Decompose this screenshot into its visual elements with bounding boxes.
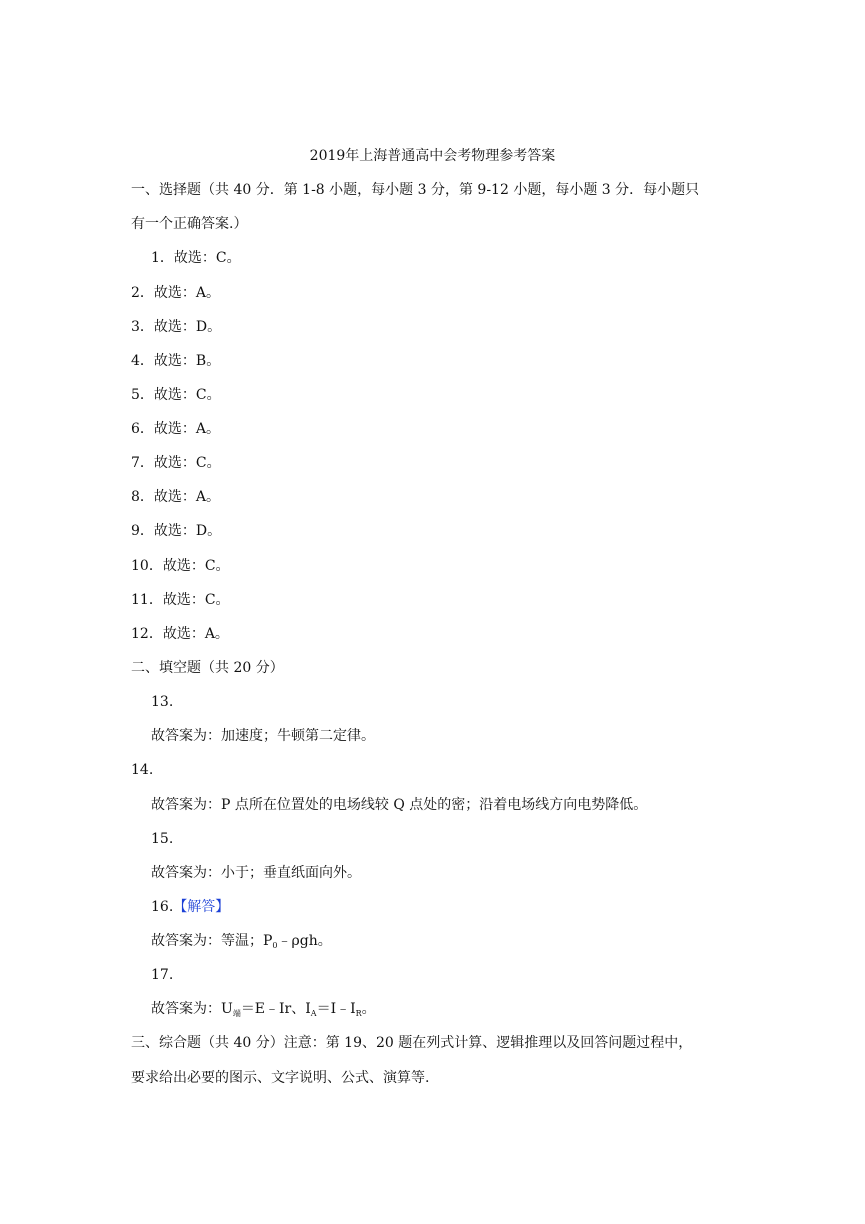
section2-heading: 二、填空题（共 20 分） <box>131 660 284 676</box>
q16-solution-tag[interactable]: 【解答】 <box>173 899 230 915</box>
answer-6: 6．故选：A。 <box>131 421 221 437</box>
q17-part4: 。 <box>361 1001 376 1017</box>
answer-1: 1．故选：C。 <box>151 250 241 266</box>
section1-heading-line1: 一、选择题（共 40 分．第 1-8 小题，每小题 3 分，第 9-12 小题，每小题 3 分．每小题只 <box>131 182 700 198</box>
answer-4: 4．故选：B。 <box>131 353 221 369</box>
answer-3: 3．故选：D。 <box>131 319 222 335</box>
q17-sub3: R <box>355 1009 362 1018</box>
q15-answer: 故答案为：小于；垂直纸面向外。 <box>151 865 361 881</box>
q15-number: 15. <box>151 831 174 847</box>
q14-answer: 故答案为：P 点所在位置处的电场线较 Q 点处的密；沿着电场线方向电势降低。 <box>151 797 648 813</box>
section1-heading-line2: 有一个正确答案.） <box>131 216 248 232</box>
q14-number: 14. <box>131 762 154 778</box>
section3-heading-line1: 三、综合题（共 40 分）注意：第 19、20 题在列式计算、逻辑推理以及回答问题过程中， <box>131 1035 693 1051</box>
answer-11: 11．故选：C。 <box>131 592 230 608</box>
answer-5: 5．故选：C。 <box>131 387 221 403</box>
q13-number: 13. <box>151 694 174 710</box>
q17-part1: 故答案为：U <box>151 1001 233 1017</box>
answer-10: 10．故选：C。 <box>131 558 230 574</box>
q16-answer <box>151 931 332 951</box>
answer-12: 12．故选：A。 <box>131 626 229 642</box>
q17-number: 17. <box>151 967 174 983</box>
q17-sub1: 端 <box>232 1009 241 1018</box>
q16-line <box>151 897 229 917</box>
section3-heading-line2: 要求给出必要的图示、文字说明、公式、演算等. <box>131 1070 430 1086</box>
q16-answer-prefix: 故答案为：等温；P <box>151 933 273 949</box>
answer-8: 8．故选：A。 <box>131 489 221 505</box>
q16-answer-subscript: 0 <box>272 941 278 950</box>
q17-sub2: A <box>310 1009 317 1018</box>
q16-number: 16. <box>151 899 174 915</box>
answer-9: 9．故选：D。 <box>131 523 222 539</box>
answer-7: 7．故选：C。 <box>131 455 221 471</box>
q17-part3: ＝I﹣I <box>316 1001 356 1017</box>
page-title: 2019年上海普通高中会考物理参考答案 <box>309 148 556 164</box>
q17-part2: ＝E﹣Ir、I <box>240 1001 311 1017</box>
q17-answer <box>151 999 376 1019</box>
q16-answer-suffix: ﹣ρgh。 <box>277 933 332 949</box>
answer-2: 2．故选：A。 <box>131 285 221 301</box>
q13-answer: 故答案为：加速度；牛顿第二定律。 <box>151 728 375 744</box>
